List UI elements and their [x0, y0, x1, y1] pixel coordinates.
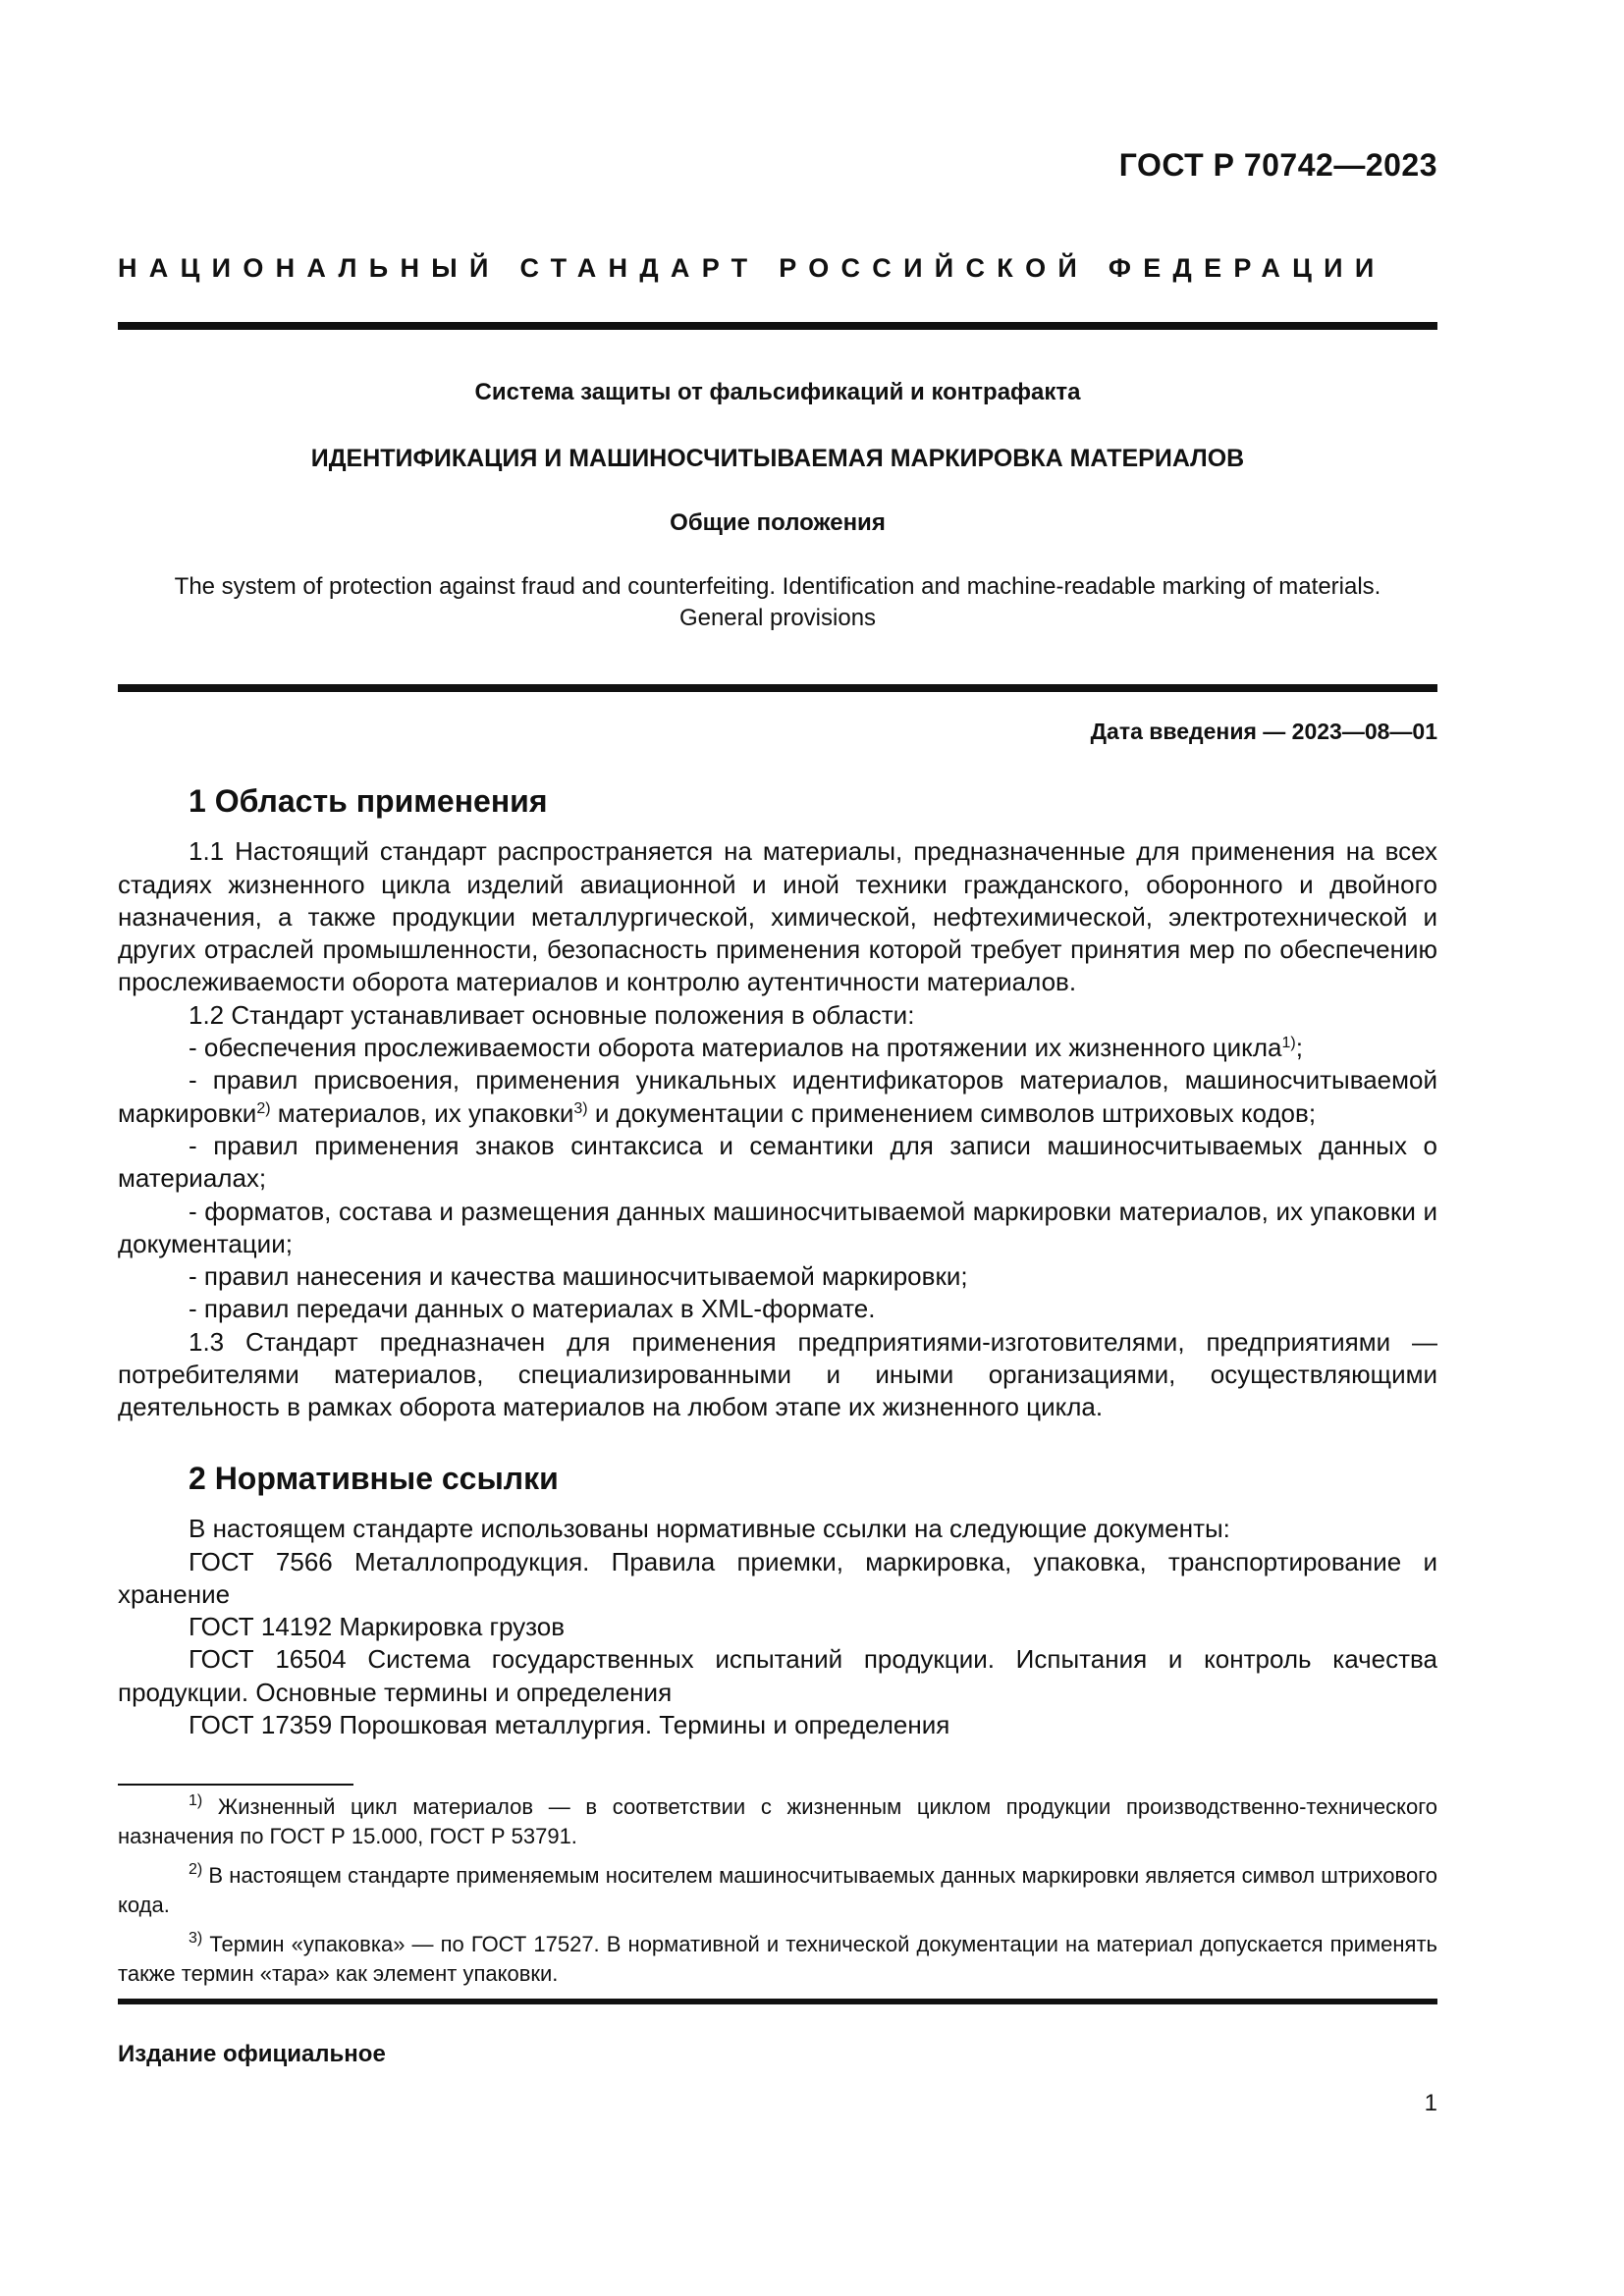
footnote-ref-2[interactable]: 2)	[256, 1099, 271, 1117]
page-number: 1	[1424, 2090, 1437, 2116]
title-sub: Общие положения	[670, 509, 886, 536]
footnote-1: $^{1)}$ Жизненный цикл материалов — в соответствии с жизненным циклом продукции производственно-технического назначения по ГОСТ Р 15.000, ГОСТ Р 53791.	[118, 1792, 1437, 1848]
clause-1-3: 1.3 Стандарт предназначен для применения предприятиями-изготовителями, предприятиями — потребителями материалов, специализированными и иными организациями, осуществляющими деятельность в рамках оборота материалов на любом этапе их жизненного цикла.	[118, 1326, 1437, 1422]
reference-item: ГОСТ 16504 Система государственных испытаний продукции. Испытания и контроль качества продукции. Основные термины и определения	[118, 1644, 1437, 1707]
footnote-2: $^{2)}$ В настоящем стандарте применяемым носителем машиносчитываемых данных маркировки является символ штрихового кода.	[118, 1861, 1437, 1917]
section-1-heading: 1 Область применения	[189, 783, 548, 819]
bullet-quality: - правил нанесения и качества машиносчитываемой маркировки;	[189, 1261, 968, 1292]
section-1	[118, 785, 1437, 1424]
footnote-separator	[118, 1784, 353, 1786]
title-series: Система защиты от фальсификаций и контрафакта	[474, 379, 1081, 405]
title-english-line-2: General provisions	[678, 605, 877, 631]
header-rule	[118, 322, 1437, 330]
title-rule	[118, 684, 1437, 692]
footnotes	[118, 1792, 1437, 1999]
bullet-xml: - правил передачи данных о материалах в XML-формате.	[189, 1294, 876, 1324]
reference-item: ГОСТ 14192 Маркировка грузов	[189, 1612, 566, 1642]
title-main: ИДЕНТИФИКАЦИЯ И МАШИНОСЧИТЫВАЕМАЯ МАРКИРОВКА МАТЕРИАЛОВ	[310, 445, 1245, 472]
reference-item: ГОСТ 17359 Порошковая металлургия. Термины и определения	[189, 1710, 950, 1740]
section-2	[118, 1463, 1437, 1741]
title-english	[118, 571, 1437, 634]
clause-1-1: 1.1 Настоящий стандарт распространяется на материалы, предназначенные для применения на всех стадиях жизненного цикла изделий авиационной и иной техники гражданского, оборонного и двойного назначения, а также продукции металлургической, химической, нефтехимической, электротехнической и других отраслей промышленности, безопасность применения которой требует принятия мер по обеспечению прослеживаемости оборота материалов и контролю аутентичности материалов.	[118, 836, 1437, 997]
clause-1-2: 1.2 Стандарт устанавливает основные положения в области:	[189, 999, 915, 1030]
bullet-identifiers: - правил присвоения, применения уникальных идентификаторов материалов, машиносчитываемой маркировки$^{2)}$ материалов, их упаковки$^{3)}$ и документации с применением символов штриховых кодов;	[118, 1065, 1437, 1128]
section-2-heading: 2 Нормативные ссылки	[189, 1461, 559, 1496]
official-edition-label: Издание официальное	[118, 2041, 386, 2067]
introduction-date: Дата введения — 2023—08—01	[1090, 719, 1437, 744]
national-standard-banner: НАЦИОНАЛЬНЫЙ СТАНДАРТ РОССИЙСКОЙ ФЕДЕРАЦИИ	[118, 253, 1386, 283]
references-intro: В настоящем стандарте использованы нормативные ссылки на следующие документы:	[189, 1514, 1230, 1544]
footer-rule	[118, 1999, 1437, 2004]
bullet-traceability: - обеспечения прослеживаемости оборота материалов на протяжении их жизненного цикла$^{1)}$;	[189, 1033, 1303, 1063]
reference-item: ГОСТ 7566 Металлопродукция. Правила приемки, маркировка, упаковка, транспортирование и хранение	[118, 1546, 1437, 1609]
bullet-formats: - форматов, состава и размещения данных машиносчитываемой маркировки материалов, их упаковки и документации;	[118, 1196, 1437, 1258]
document-number: ГОСТ Р 70742—2023	[1118, 147, 1437, 183]
bullet-syntax: - правил применения знаков синтаксиса и семантики для записи машиносчитываемых данных о материалах;	[118, 1130, 1437, 1194]
title-english-line-1: The system of protection against fraud and counterfeiting. Identification and machine-readable marking of materials.	[174, 573, 1381, 600]
footnote-ref-3[interactable]: 3)	[573, 1099, 588, 1117]
footnote-3: $^{3)}$ Термин «упаковка» — по ГОСТ 17527. В нормативной и технической документации на материал допускается применять также термин «тара» как элемент упаковки.	[118, 1930, 1437, 1986]
footnote-ref-1[interactable]: 1)	[1281, 1035, 1296, 1052]
